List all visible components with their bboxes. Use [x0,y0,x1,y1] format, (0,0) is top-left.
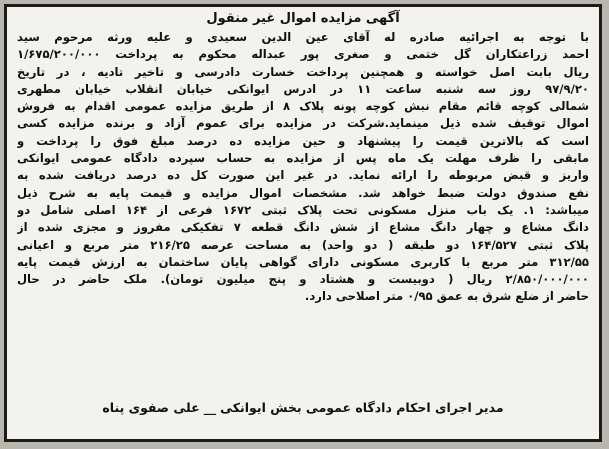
body-line: پلاک ثبتی ۱۶۴/۵۲۷ دو طبقه ( دو واحد) به مساحت عرصه ۲۱۶/۲۵ متر مربع و اعیانی [17,237,589,252]
body-line: دانگ مشاع و چهار دانگ مشاع از شش دانگ قطعه ۷ تفکیکی مفروز و مجزی شده از [17,220,589,235]
body-line: حاضر از ضلع شرق به عمق ۰/۹۵ متر اصلاحی دارد. [304,289,589,304]
body-line: میباشد: ۱. یک باب منزل مسکونی تحت پلاک ثبتی ۱۶۷۲ فرعی از ۱۶۴ اصلی شامل دو [17,202,589,217]
signature-line: مدیر اجرای احکام دادگاه عمومی بخش ایوانکی__علی صفوی پناه [102,400,504,415]
body-line: با توجه به اجرائیه صادره له آقای عین الدین سعیدی و علیه ورثه مرحوم سید [17,30,589,44]
body-line: ۲/۸۵۰/۰۰۰/۰۰۰ ریال ( دوبیست و هشتاد و پنج میلیون تومان). ملک حاضر در حال [17,272,589,287]
auction-notice [4,4,602,442]
body-line: ریال بابت اصل خواسته و همچنین پرداخت خسارت دادرسی و تاخیر تادیه ، در تاریخ [17,64,589,79]
body-line: ۳۱۲/۵۵ متر مربع با کاربری مسکونی دارای گواهی پایان ساختمان به ارزش قیمت پایه [17,254,589,269]
notice-title: آگهی مزایده اموال غیر منقول [206,11,400,26]
body-line: مابقی را ظرف مهلت یک ماه پس از مزایده به حساب سپرده دادگاه عمومی ایوانکی [17,151,589,166]
body-line: نفع صندوق دولت ضبط خواهد شد. مشخصات اموال مزایده و قیمت پایه به شرح ذیل [17,185,589,200]
body-line: واریز و قبض مربوطه را ارائه نماید. در غیر این صورت کل ده درصد دریافت شده به [17,168,589,183]
body-line: است که بالاترین قیمت را پیشنهاد و حین مزایده ده درصد مبلغ فوق را پرداخت و [17,133,589,148]
body-line: احمد زراعتکاران گل ختمی و صغری پور عبداله محکوم به پرداخت ۱/۶۷۵/۲۰۰/۰۰۰ [17,47,589,62]
body-line: ۹۷/۹/۲۰ روز سه شنبه ساعت ۱۱ در ادرس ایوانکی خیابان انقلاب خیابان مطهری [17,81,589,96]
notice-body [7,29,599,306]
body-line: شمالی کوچه قائم مقام نبش کوچه پونه پلاک ۸ از طریق مزایده عمومی اقدام به فروش [17,99,589,114]
issuing-office: مدیر اجرای احکام دادگاه عمومی بخش ایوانکی [220,400,504,415]
body-line: اموال توقیف شده ذیل مینماید.شرکت در مزایده برای عموم آزاد و برنده مزایده کسی [17,116,589,131]
signer-name: علی صفوی پناه [102,400,200,415]
